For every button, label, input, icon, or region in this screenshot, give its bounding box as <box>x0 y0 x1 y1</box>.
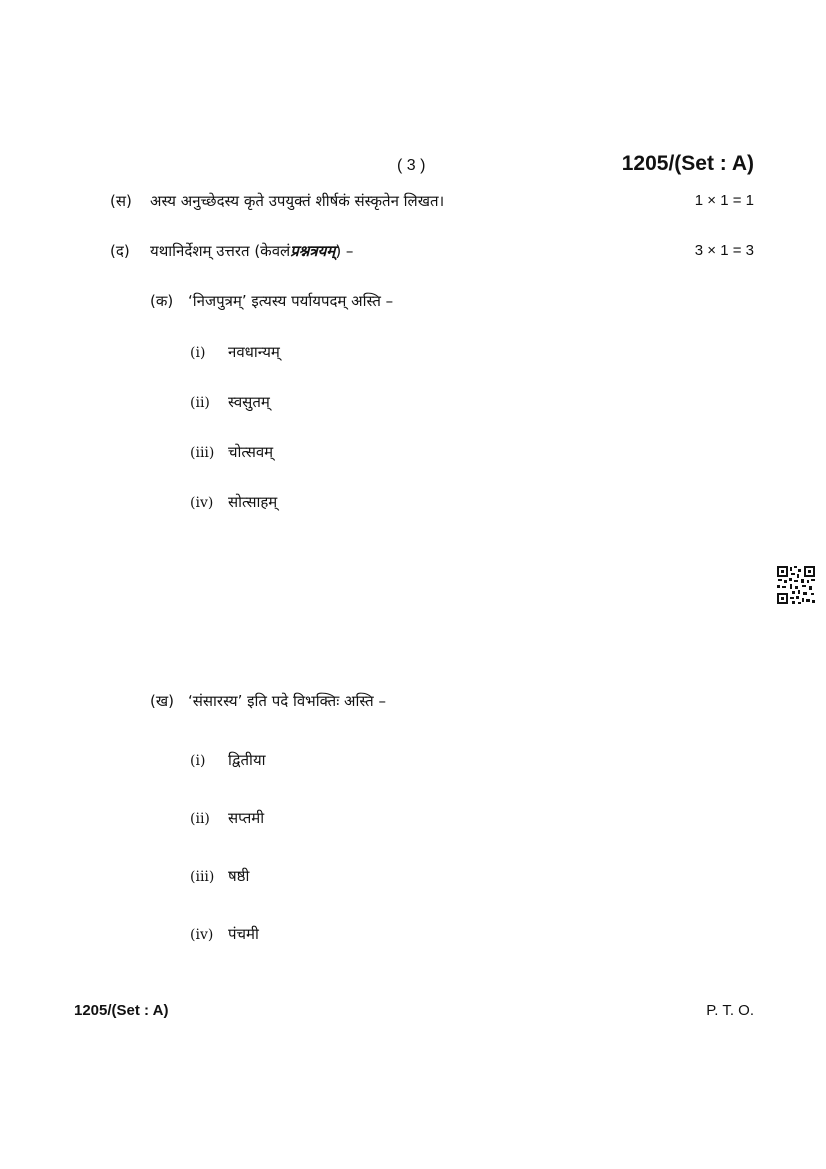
question-label: (द) <box>110 242 130 260</box>
paper-code-footer: 1205/(Set : A) <box>74 1002 169 1019</box>
option-text: स्वसुतम् <box>228 393 270 411</box>
option-text: नवधान्यम् <box>228 343 280 361</box>
question-text: ‘संसारस्य’ इति पदे विभक्तिः अस्ति – <box>188 692 387 710</box>
question-text-before: यथानिर्देशम् उत्तरत (केवलं <box>150 242 291 260</box>
marks-sa: 1 × 1 = 1 <box>694 192 754 209</box>
page-number: ( 3 ) <box>397 157 426 174</box>
option-ka-2 <box>190 392 270 412</box>
option-number: (iii) <box>190 445 215 461</box>
option-kha-1 <box>190 750 266 770</box>
question-text-emphasis: प्रश्नत्रयम् <box>290 242 336 260</box>
option-number: (i) <box>190 345 206 361</box>
question-label: (स) <box>110 192 132 210</box>
option-number: (ii) <box>190 395 210 411</box>
question-kha <box>150 691 386 711</box>
option-number: (ii) <box>190 811 210 827</box>
option-ka-3 <box>190 442 273 462</box>
option-number: (iii) <box>190 869 215 885</box>
question-text-after: ) – <box>335 242 354 260</box>
option-text: सोत्साहम् <box>228 493 278 511</box>
option-kha-2 <box>190 808 264 828</box>
option-text: चोत्सवम् <box>228 443 274 461</box>
option-text: षष्ठी <box>228 867 250 885</box>
paper-code-header: 1205/(Set : A) <box>621 152 754 175</box>
option-text: द्वितीया <box>228 751 266 769</box>
option-number: (iv) <box>190 495 214 511</box>
option-ka-1 <box>190 342 280 362</box>
option-kha-4 <box>190 924 259 944</box>
question-text: अस्य अनुच्छेदस्य कृते उपयुक्तं शीर्षकं संस्कृतेन लिखत। <box>150 192 445 210</box>
option-text: सप्तमी <box>228 809 265 827</box>
qr-code-icon <box>776 565 816 605</box>
question-da <box>110 241 353 261</box>
question-label: (ख) <box>150 692 174 710</box>
option-ka-4 <box>190 492 277 512</box>
option-text: पंचमी <box>228 925 259 943</box>
question-text: ‘निजपुत्रम्’ इत्यस्य पर्यायपदम् अस्ति – <box>188 292 394 310</box>
option-kha-3 <box>190 866 249 886</box>
question-sa <box>110 191 444 211</box>
option-number: (iv) <box>190 927 214 943</box>
question-label: (क) <box>150 292 174 310</box>
question-ka <box>150 291 393 311</box>
pto-label: P. T. O. <box>706 1002 754 1019</box>
marks-da: 3 × 1 = 3 <box>694 242 754 259</box>
option-number: (i) <box>190 753 206 769</box>
